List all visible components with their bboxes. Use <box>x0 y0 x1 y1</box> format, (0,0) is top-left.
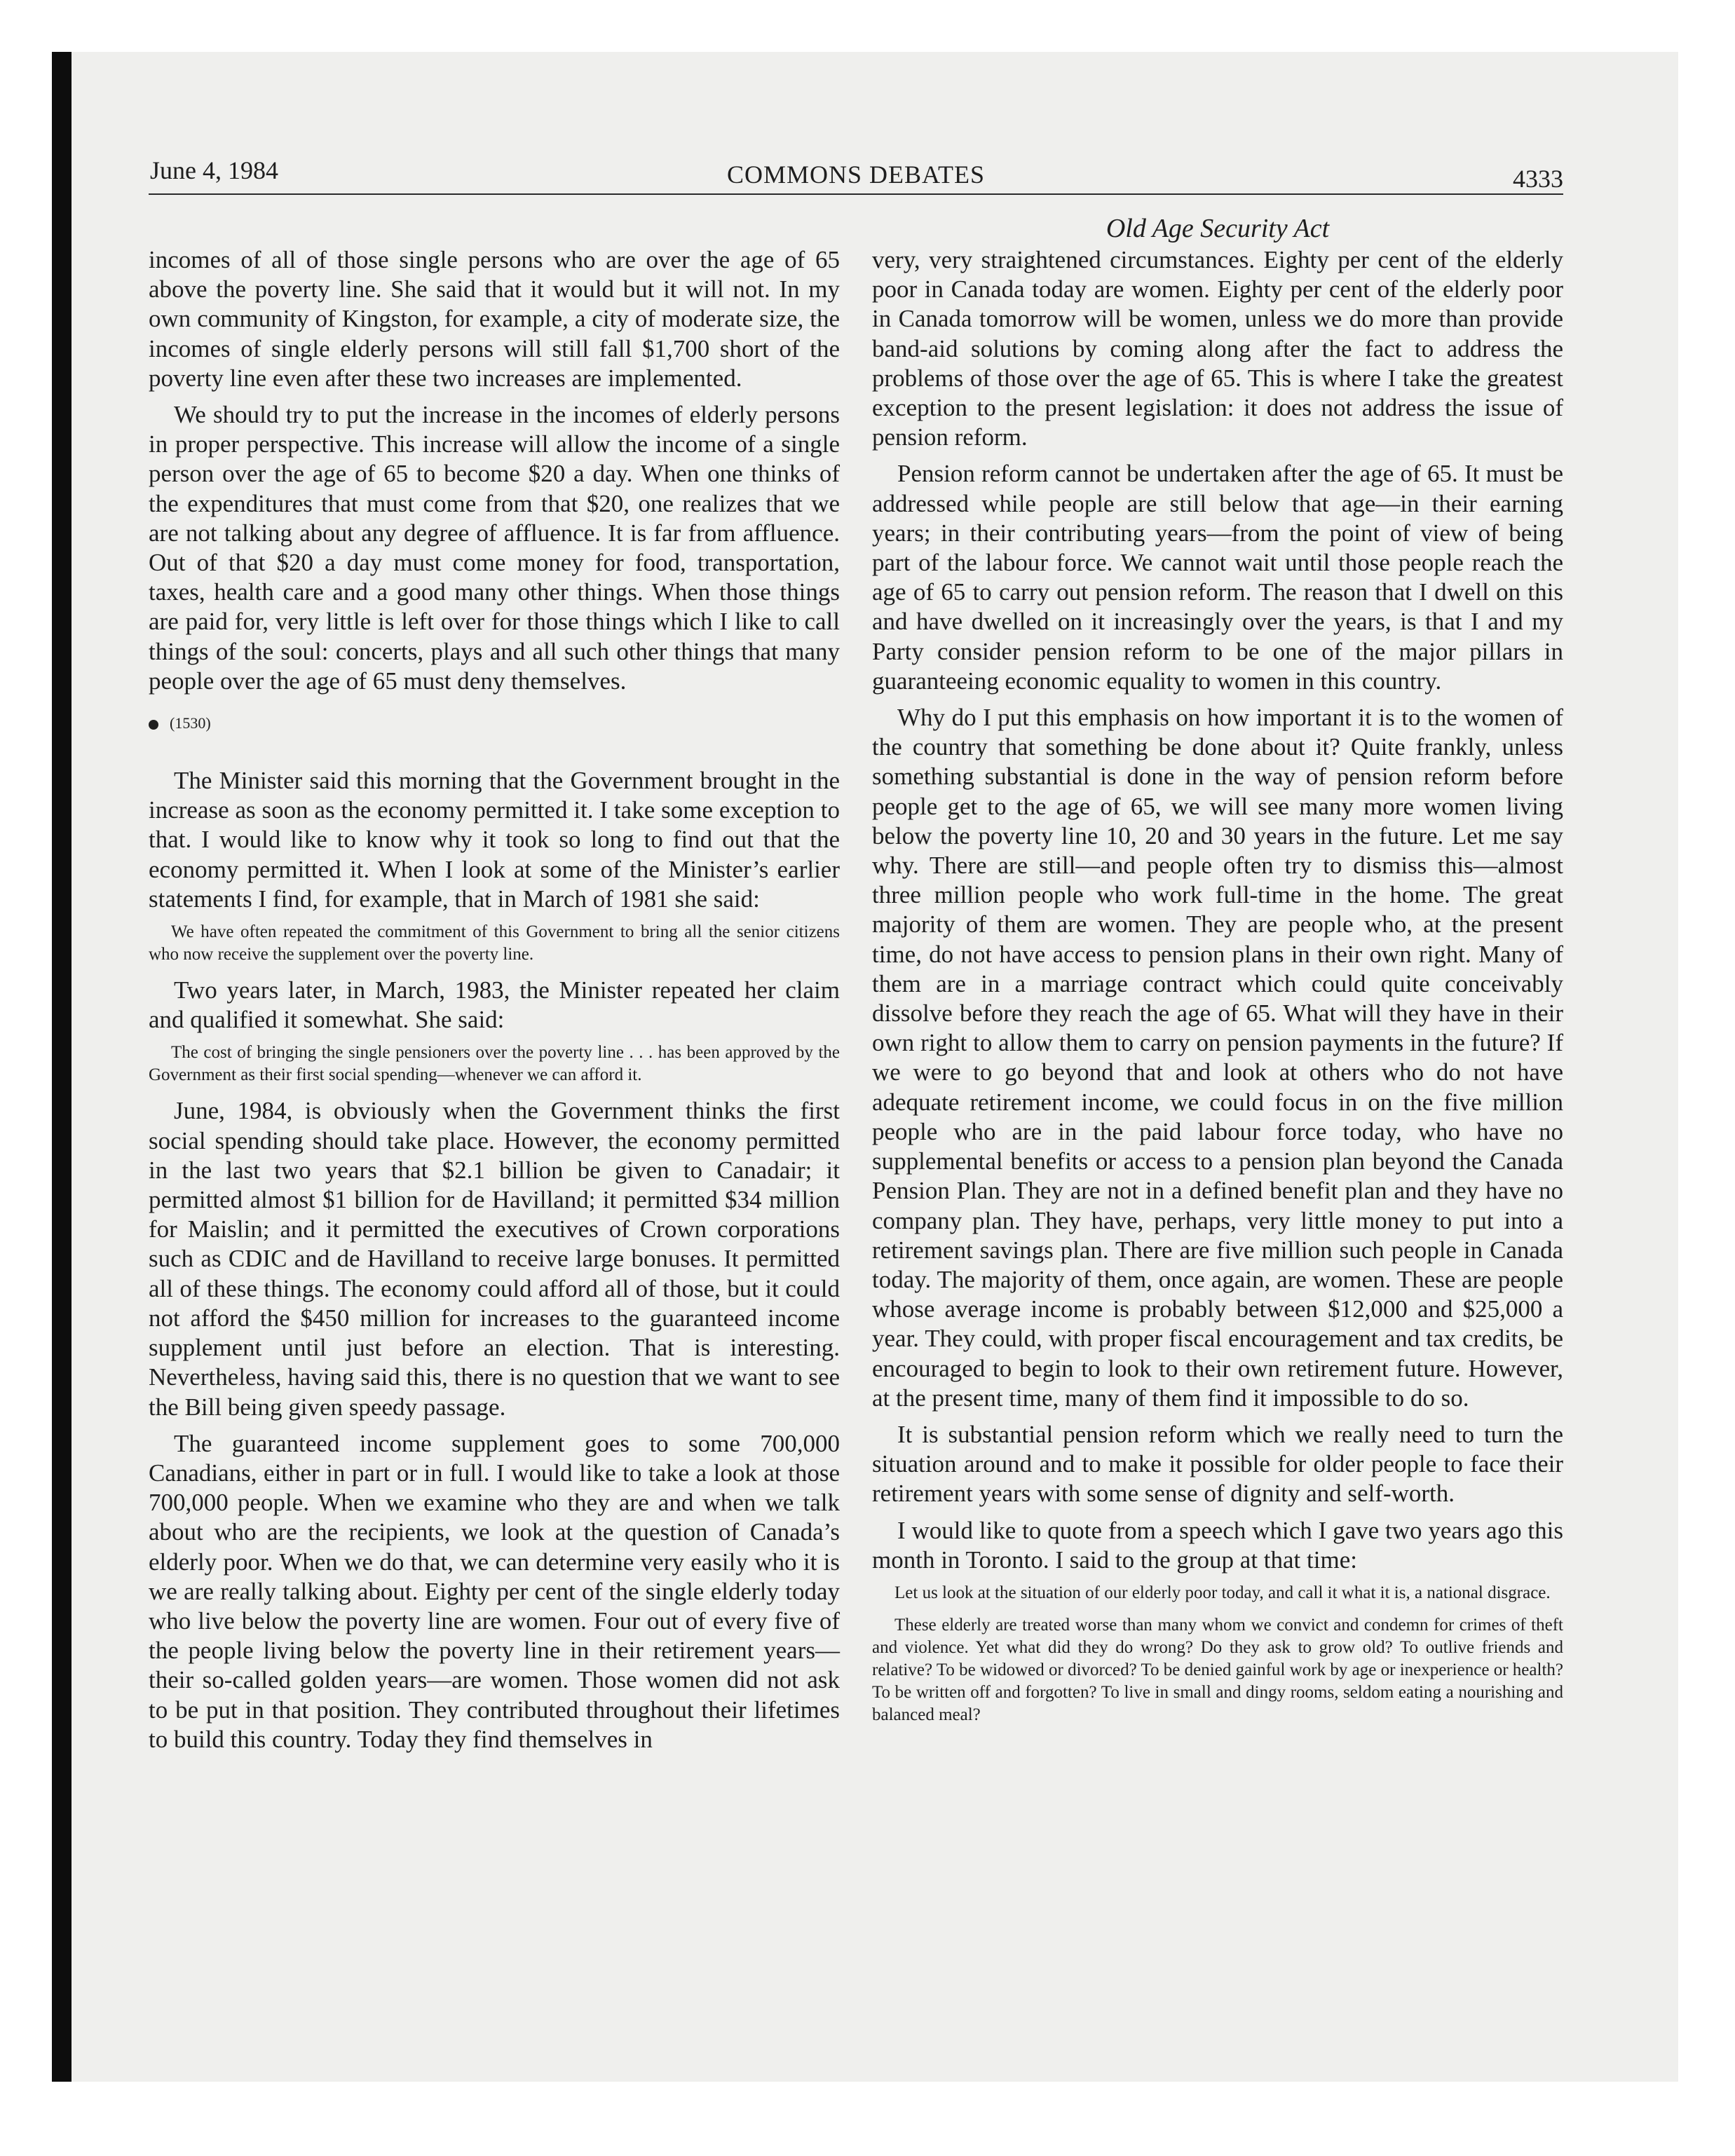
page-number: 4333 <box>1513 165 1563 193</box>
header-title: COMMONS DEBATES <box>726 161 986 189</box>
block-quote: The cost of bringing the single pensioners over the poverty line . . . has been approved by the Government as their first social spending—whenever we can afford it. <box>149 1043 840 1085</box>
paragraph: The guaranteed income supplement goes to some 700,000 Canadians, either in part or in full. I would like to take a look at those 700,000 people. When we examine who they are and when we talk about who are the recipients, we look at the question of Canada’s elderly poor. When we do that, we can determine very easily who it is we are really talking about. Eighty per cent of the single elderly today who live below the poverty line are women. Four out of every five of the people living below the poverty line in their retirement years—their so-called golden years—are women. Those women did not ask to be put in that position. They contributed throughout their lifetimes to build this country. Today they find themselves in <box>149 1429 840 1753</box>
left-column <box>149 245 840 1761</box>
block-quote: Let us look at the situation of our elderly poor today, and call it what it is, a national disgrace. <box>894 1583 1551 1602</box>
binding-edge <box>52 52 72 2082</box>
paragraph: Why do I put this emphasis on how important it is to the women of the country that something be done about it? Quite frankly, unless something substantial is done in the way of pension reform before people get to the age of 65, we will see many more women living below the poverty line 10, 20 and 30 years in the future. Let me say why. There are still—and people often try to dismiss this—almost three million people who work full-time in the home. The great majority of them are women. They are people who, at the present time, do not have access to pension plans in their own right. Many of them are in a marriage contract which could quite conceivably dissolve before they reach the age of 65. What will they have in their own right to allow them to carry on pension payments in the future? If we were to go beyond that and look at others who do not have adequate retirement income, we could focus in on the five million people who are in the paid labour force today, who have no supplemental benefits or access to a pension plan beyond the Canada Pension Plan. They are not in a defined benefit plan and they have no company plan. They have, perhaps, very little money to put into a retirement savings plan. There are five million such people in Canada today. The majority of them, once again, are women. These are people whose average income is probably between $12,000 and $25,000 a year. They could, with proper fiscal encouragement and tax credits, be encouraged to begin to look to their own retirement future. However, at the present time, many of them find it impossible to do so. <box>872 704 1563 1412</box>
paragraph: very, very straightened circumstances. Eighty per cent of the elderly poor in Canada today are women. Eighty per cent of the elderly poor in Canada tomorrow will be women, unless we do more than provide band-aid solutions by coming along after the fact to address the problems of those over the age of 65. This is where I take the greatest exception to the present legislation: it does not address the issue of pension reform. <box>872 246 1563 451</box>
paragraph: It is substantial pension reform which we really need to turn the situation around and to make it possible for older people to face their retirement years with some sense of dignity and self-worth. <box>872 1420 1563 1508</box>
paragraph: We should try to put the increase in the incomes of elderly persons in proper perspective. This increase will allow the income of a single person over the age of 65 to become $20 a day. When one thinks of the expenditures that must come from that $20, one realizes that we are not talking about any degree of affluence. It is far from affluence. Out of that $20 a day must come money for food, transportation, taxes, health care and a good many other things. When those things are paid for, very little is left over for those things which I like to call things of the soul: concerts, plays and all such other things that many people over the age of 65 must deny themselves. <box>149 401 840 695</box>
block-quote: We have often repeated the commitment of this Government to bring all the senior citizens who now receive the supplement over the poverty line. <box>149 922 840 964</box>
paragraph: Pension reform cannot be undertaken after the age of 65. It must be addressed while people are still below that age—in their earning years; in their contributing years—from the point of view of being part of the labour force. We cannot wait until those people reach the age of 65 to carry out pension reform. The reason that I dwell on this and have dwelled on it increasingly over the years, is that I and my Party consider pension reform to be one of the major pillars in guaranteeing economic equality to women in this country. <box>872 460 1563 695</box>
paragraph: June, 1984, is obviously when the Government thinks the first social spending should take place. However, the economy permitted in the last two years that $2.1 billion be given to Canadair; it permitted almost $1 billion for de Havilland; it permitted $34 million for Maislin; and it permitted the executives of Crown corporations such as CDIC and de Havilland to receive large bonuses. It permitted all of these things. The economy could afford all of those, but it could not afford the $450 million for increases to the guaranteed income supplement until just before an election. That is interesting. Nevertheless, having said this, there is no question that we want to see the Bill being given speedy passage. <box>149 1097 840 1421</box>
paragraph: Two years later, in March, 1983, the Minister repeated her claim and qualified it somewhat. She said: <box>149 976 840 1034</box>
time-marker <box>149 713 840 734</box>
paragraph: incomes of all of those single persons who are over the age of 65 above the poverty line. She said that it would but it will not. In my own community of Kingston, for example, a city of moderate size, the incomes of single elderly persons will still fall $1,700 short of the poverty line even after these two increases are implemented. <box>149 246 840 392</box>
page-header <box>149 154 1563 195</box>
right-column <box>872 245 1563 1736</box>
paragraph: I would like to quote from a speech which I gave two years ago this month in Toronto. I said to the group at that time: <box>872 1516 1563 1574</box>
bullet-icon <box>149 720 158 730</box>
paragraph: The Minister said this morning that the Government brought in the increase as soon as the economy permitted it. I take some exception to that. I would like to know why it took so long to find out that the economy permitted it. When I look at some of the Minister’s earlier statements I find, for example, that in March of 1981 she said: <box>149 767 840 913</box>
header-date: June 4, 1984 <box>150 156 278 184</box>
block-quote: These elderly are treated worse than many whom we convict and condemn for crimes of theft and violence. Yet what did they do wrong? Do they ask to grow old? To outlive friends and relative? To be widowed or divorced? To be denied gainful work by age or inexperience or health? To be written off and forgotten? To live in small and dingy rooms, seldom eating a nourishing and balanced meal? <box>872 1615 1563 1724</box>
section-subhead: Old Age Security Act <box>1105 214 1330 243</box>
time-marker-label: (1530) <box>170 714 211 732</box>
